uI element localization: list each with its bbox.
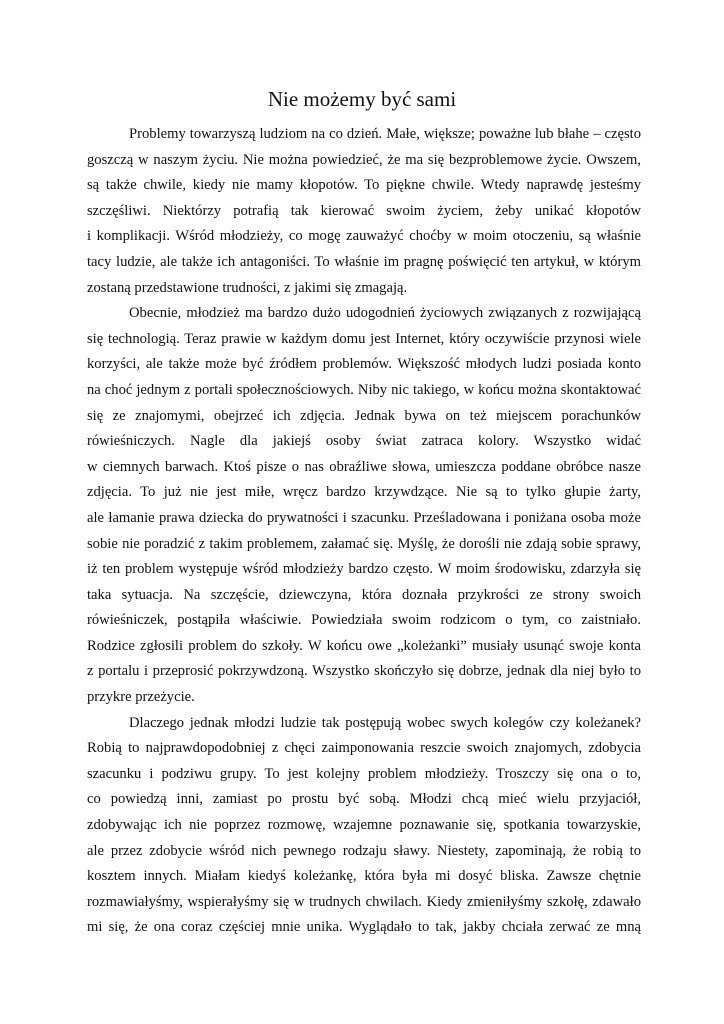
text-line: zdobywając ich nie poprzez rozmowę, wzajemne poznawanie się, spotkania towarzyskie, xyxy=(87,817,641,834)
text-line: tacy ludzie, ale także ich antagoniści. To właśnie im pragnę poświęcić ten artykuł, w którym xyxy=(87,253,641,270)
text-line: sobie nie poradzić z takim problemem, załamać się. Myślę, że dorośli nie zdają sobie sprawy, xyxy=(87,535,641,552)
text-line: ale łamanie prawa dziecka do prywatności i szacunku. Prześladowana i poniżana osoba może xyxy=(87,509,641,526)
text-line: rówieśniczych. Nagle dla jakiejś osoby świat zatraca kolory. Wszystko widać xyxy=(87,433,641,450)
text-line: i komplikacji. Wśród młodzieży, co mogę zauważyć choćby w moim otoczeniu, są właśnie xyxy=(87,228,641,245)
text-line: zostaną przedstawione trudności, z jakimi się zmagają. xyxy=(87,279,408,296)
text-line: Robią to najprawdopodobniej z chęci zaimponowania reszcie swoich znajomych, zdobycia xyxy=(87,740,641,757)
text-line: w ciemnych barwach. Ktoś pisze o nas obraźliwe słowa, umieszcza poddane obróbce nasze xyxy=(87,458,641,475)
text-line: kosztem innych. Miałam kiedyś koleżankę, która była mi dosyć bliska. Zawsze chętnie xyxy=(87,868,641,885)
text-line: przykre przeżycie. xyxy=(87,689,195,706)
text-line: rówieśniczek, postąpiła właściwie. Powiedziała swoim rodzicom o tym, co zaistniało. xyxy=(87,612,641,629)
text-line: korzyści, ale także może być źródłem problemów. Większość młodych ludzi posiada konto xyxy=(87,356,641,373)
text-line: szacunku i podziwu grupy. To jest kolejny problem młodzieży. Troszczy się ona o to, xyxy=(87,765,641,782)
text-line: Rodzice zgłosili problem do szkoły. W końcu owe „koleżanki” musiały usunąć swoje konta xyxy=(87,637,641,654)
document-title: Nie możemy być sami xyxy=(267,87,457,111)
text-line: ale przez zdobycie wśród nich pewnego rodzaju sławy. Niestety, zapominają, że robią to xyxy=(87,842,641,859)
article-body xyxy=(87,122,641,941)
text-line: z portalu i przeprosić pokrzywdzoną. Wszystko skończyło się dobrze, jednak dla niej było to xyxy=(87,663,641,680)
text-line: są także chwile, kiedy nie mamy kłopotów. To piękne chwile. Wtedy naprawdę jesteśmy xyxy=(87,177,641,194)
text-line: co powiedzą inni, zamiast po prostu być sobą. Młodzi chcą mieć wielu przyjaciół, xyxy=(87,791,641,808)
text-line: Problemy towarzyszą ludziom na co dzień. Małe, większe; poważne lub błahe – często xyxy=(129,126,641,142)
text-line: taka sytuacja. Na szczęście, dziewczyna, która doznała przykrości ze strony swoich xyxy=(87,586,641,603)
text-line: szczęśliwi. Niektórzy potrafią tak kierować swoim życiem, żeby unikać kłopotów xyxy=(87,202,641,219)
text-line: na choć jednym z portali społecznościowych. Niby nic takiego, w końcu można skontaktować xyxy=(87,381,641,398)
text-line: Dlaczego jednak młodzi ludzie tak postępują wobec swych kolegów czy koleżanek? xyxy=(129,714,641,731)
text-line: rozmawiałyśmy, wspierałyśmy się w trudnych chwilach. Kiedy zmieniłyśmy szkołę, zdawało xyxy=(87,893,641,910)
text-line: iż ten problem występuje wśród młodzieży bardzo często. W moim środowisku, zdarzyła się xyxy=(87,561,641,578)
text-line: Obecnie, młodzież ma bardzo dużo udogodnień życiowych związanych z rozwijającą xyxy=(129,305,641,322)
text-line: się ze znajomymi, obejrzeć ich zdjęcia. Jednak bywa on też miejscem porachunków xyxy=(87,407,641,424)
text-line: zdjęcia. To już nie jest miłe, wręcz bardzo krzywdzące. Nie są to tylko głupie żarty, xyxy=(87,484,641,501)
text-line: mi się, że ona coraz częściej mnie unika. Wyglądało to tak, jakby chciała zerwać ze mną xyxy=(87,919,641,936)
text-line: goszczą w naszym życiu. Nie można powiedzieć, że ma się bezproblemowe życie. Owszem, xyxy=(87,151,641,168)
text-line: się technologią. Teraz prawie w każdym domu jest Internet, który oczywiście przynosi wiele xyxy=(87,330,641,347)
